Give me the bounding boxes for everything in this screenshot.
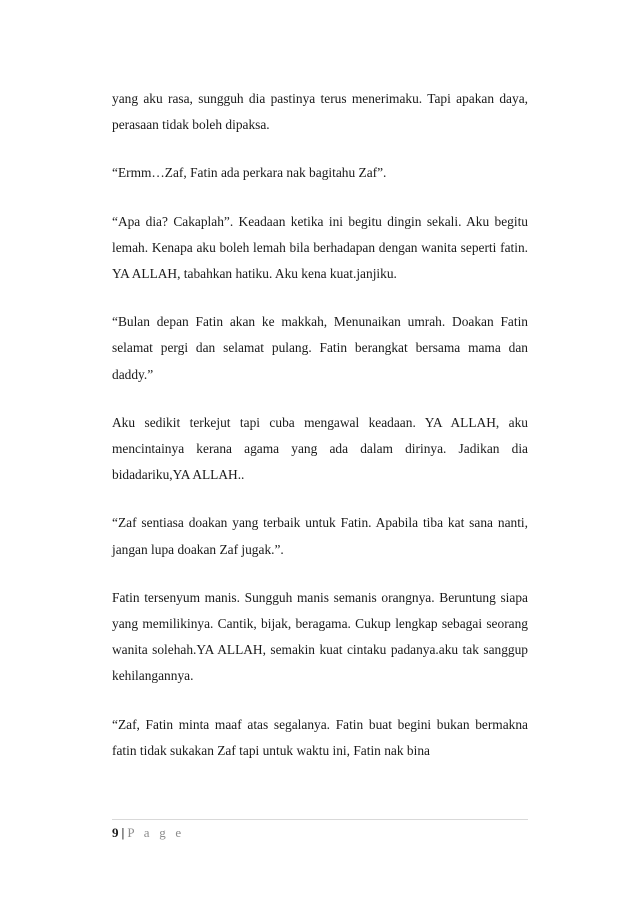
paragraph-8: “Zaf, Fatin minta maaf atas segalanya. Fatin buat begini bukan bermakna fatin tidak sukakan Zaf tapi untuk waktu ini, Fatin nak bina <box>112 716 528 758</box>
paragraph-5: Aku sedikit terkejut tapi cuba mengawal keadaan. YA ALLAH, aku mencintainya kerana agama yang ada dalam dirinya. Jadikan dia bidadariku,YA ALLAH.. <box>112 414 528 483</box>
paragraph-3: “Apa dia? Cakaplah”. Keadaan ketika ini begitu dingin sekali. Aku begitu lemah. Kenapa aku boleh lemah bila berhadapan dengan wanita seperti fatin. YA ALLAH, tabahkan hatiku. Aku kena kuat.janjiku. <box>112 213 528 282</box>
page-label: P a g e <box>127 825 185 840</box>
footer-divider <box>112 819 528 820</box>
paragraph-1: yang aku rasa, sungguh dia pastinya terus menerimaku. Tapi apakan daya, perasaan tidak boleh dipaksa. <box>112 91 528 133</box>
page-footer <box>112 825 184 841</box>
paragraph-4: “Bulan depan Fatin akan ke makkah, Menunaikan umrah. Doakan Fatin selamat pergi dan selamat pulang. Fatin berangkat bersama mama dan daddy.” <box>112 314 528 382</box>
page-number: 9 <box>112 825 119 840</box>
paragraph-6: “Zaf sentiasa doakan yang terbaik untuk Fatin. Apabila tiba kat sana nanti, jangan lupa doakan Zaf jugak.”. <box>112 515 528 557</box>
paragraph-7: Fatin tersenyum manis. Sungguh manis semanis orangnya. Beruntung siapa yang memilikinya. Cantik, bijak, beragama. Cukup lengkap sebagai seorang wanita solehah.YA ALLAH, semakin kuat cintaku padanya.aku tak sanggup kehilangannya. <box>112 589 528 684</box>
footer-separator: | <box>121 825 125 840</box>
paragraph-2: “Ermm…Zaf, Fatin ada perkara nak bagitahu Zaf”. <box>112 165 387 181</box>
body-text <box>112 86 528 786</box>
